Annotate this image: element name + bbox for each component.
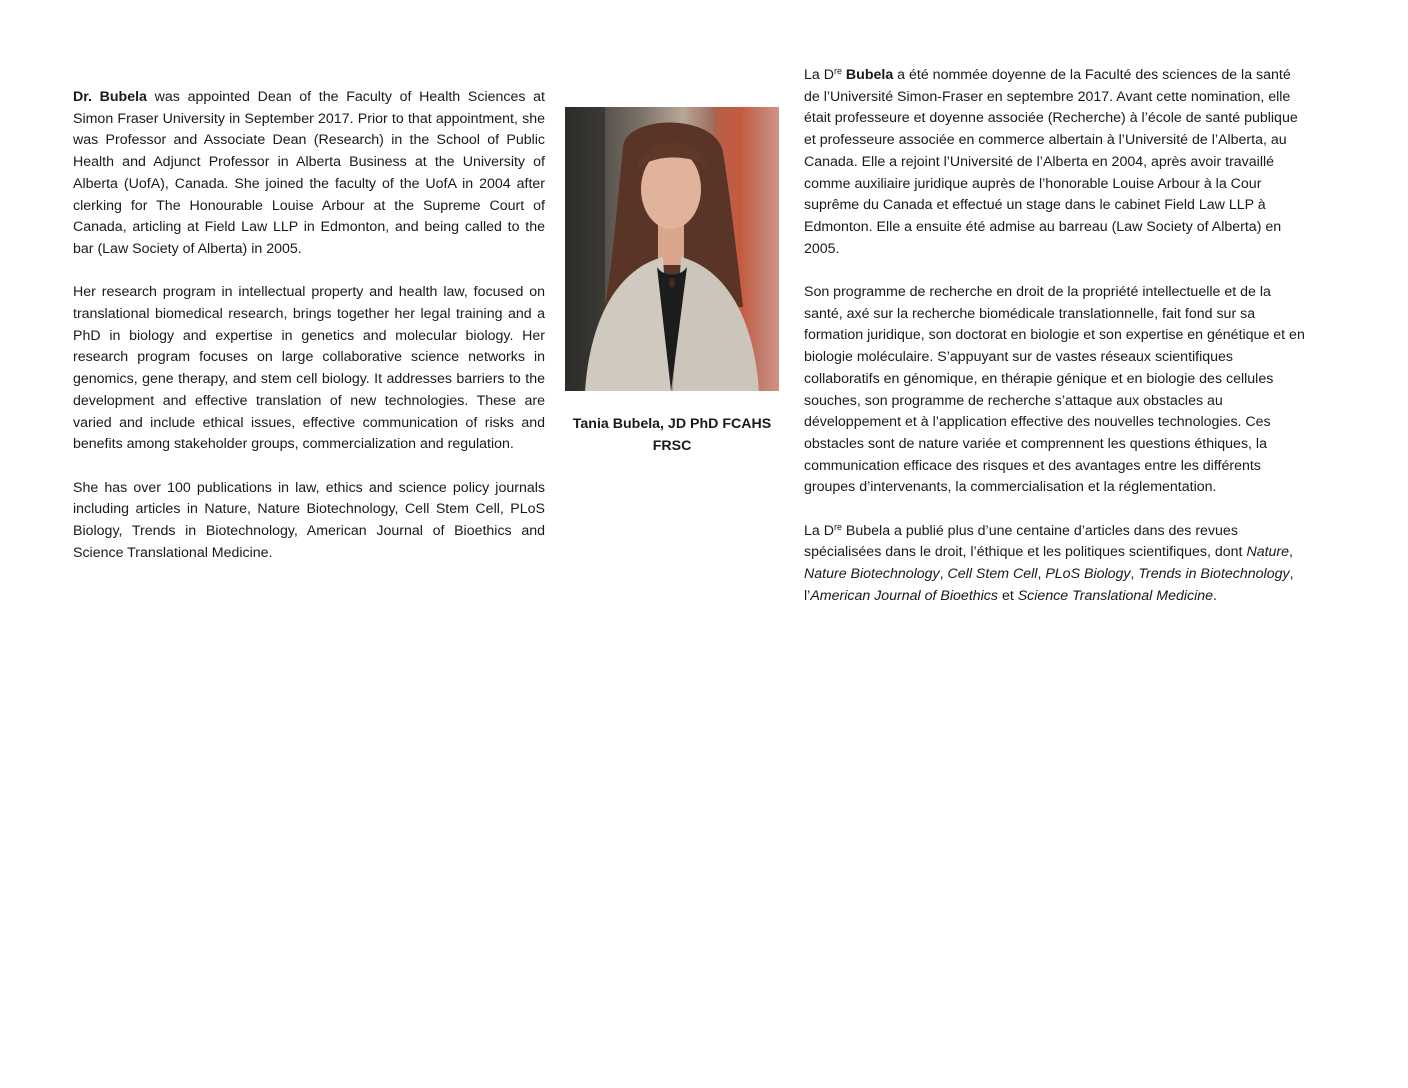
separator: , [1130, 566, 1139, 583]
english-bio-column [73, 87, 545, 586]
french-paragraph-1-text: a été nommée doyenne de la Faculté des sciences de la santé de l’Université Simon-Fraser en septembre 2017. Avant cette nomination, elle était professeure et doyenne associée (Recherche) à l’école de santé publique et professeure associée en commerce albertain à l’Université de l’Alberta, au Canada. Elle a rejoint l’Université de l’Alberta en 2004, après avoir travaillé comme auxiliaire juridique auprès de l’honorable Louise Arbour à la Cour suprême du Canada et effectué un stage dans le cabinet Field Law LLP à Edmonton. Elle a ensuite été admise au barreau (Law Society of Alberta) en 2005. [804, 67, 1298, 257]
caption-name-line: Tania Bubela, JD PhD FCAHS [572, 416, 772, 432]
french-paragraph-1 [804, 65, 1309, 260]
separator: , [1289, 544, 1293, 561]
french-p3-text: Bubela a publié plus d’une centaine d’articles dans des revues spécialisées dans le droit, l’éthique et les politiques scientifiques, dont [804, 522, 1247, 561]
journal-cell-stem-cell: Cell Stem Cell [947, 566, 1038, 583]
french-p3-prefix: La D [804, 522, 834, 539]
separator: , [1037, 566, 1046, 583]
photo-caption [565, 414, 779, 457]
english-name: Dr. Bubela [73, 89, 147, 105]
journal-plos-biology: PLoS Biology [1045, 566, 1131, 583]
separator: , [939, 566, 948, 583]
separator: , l’ [804, 566, 1294, 604]
journal-nature: Nature [1246, 544, 1290, 561]
french-paragraph-2: Son programme de recherche en droit de la propriété intellectuelle et de la santé, axé sur la recherche biomédicale translationnelle, fait fond sur sa formation juridique, son doctorat en biologie et son expertise en génétique et en biologie moléculaire. S’appuyant sur de vastes réseaux scientifiques collaboratifs en génomique, en thérapie génique et en biologie des cellules souches, son programme de recherche s’attaque aux obstacles au développement et à l’application effective des nouvelles technologies. Ces obstacles sont de nature variée et comprennent les questions éthiques, la communication efficace des risques et des avantages entre les différents groupes d’intervenants, la commercialisation et la réglementation. [804, 284, 1305, 496]
french-bio-column [804, 65, 1309, 629]
separator: et [998, 587, 1018, 604]
caption-honours-line: FRSC [652, 437, 692, 454]
portrait-photo [565, 107, 779, 391]
french-paragraph-3 [804, 521, 1309, 608]
english-paragraph-1-text: was appointed Dean of the Faculty of Health Sciences at Simon Fraser University in September 2017. Prior to that appointment, she was Professor and Associate Dean (Research) in the School of Public Health and Adjunct Professor in Alberta Business at the University of Alberta (UofA), Canada. She joined the faculty of the UofA in 2004 after clerking for The Honourable Louise Arbour at the Supreme Court of Canada, articling at Field Law LLP in Edmonton, and being called to the bar (Law Society of Alberta) in 2005. [73, 89, 545, 257]
english-paragraph-2: Her research program in intellectual property and health law, focused on translational biomedical research, brings together her legal training and a PhD in biology and expertise in genetics and molecular biology. Her research program focuses on large collaborative science networks in genomics, gene therapy, and stem cell biology. It addresses barriers to the development and effective translation of new technologies. These are varied and include ethical issues, effective communication of risks and benefits among stakeholder groups, commercialization and regulation. [73, 284, 545, 453]
french-title-prefix: La D [804, 67, 834, 83]
sentence-end: . [1213, 587, 1217, 604]
french-title-superscript: re [833, 66, 842, 76]
journal-trends-in-biotechnology: Trends in Biotechnology [1138, 566, 1290, 583]
english-paragraph-3: She has over 100 publications in law, ethics and science policy journals including articles in Nature, Nature Biotechnology, Cell Stem Cell, PLoS Biology, Trends in Biotechnology, American Journal of Bioethics and Science Translational Medicine. [73, 479, 545, 561]
french-p3-superscript: re [833, 521, 842, 532]
journal-american-journal-of-bioethics: American Journal of Bioethics [810, 587, 998, 604]
french-name: Bubela [841, 67, 894, 83]
journal-science-translational-medicine: Science Translational Medicine [1017, 587, 1214, 604]
english-paragraph-1 [73, 87, 545, 261]
journal-nature-biotechnology: Nature Biotechnology [804, 566, 940, 583]
